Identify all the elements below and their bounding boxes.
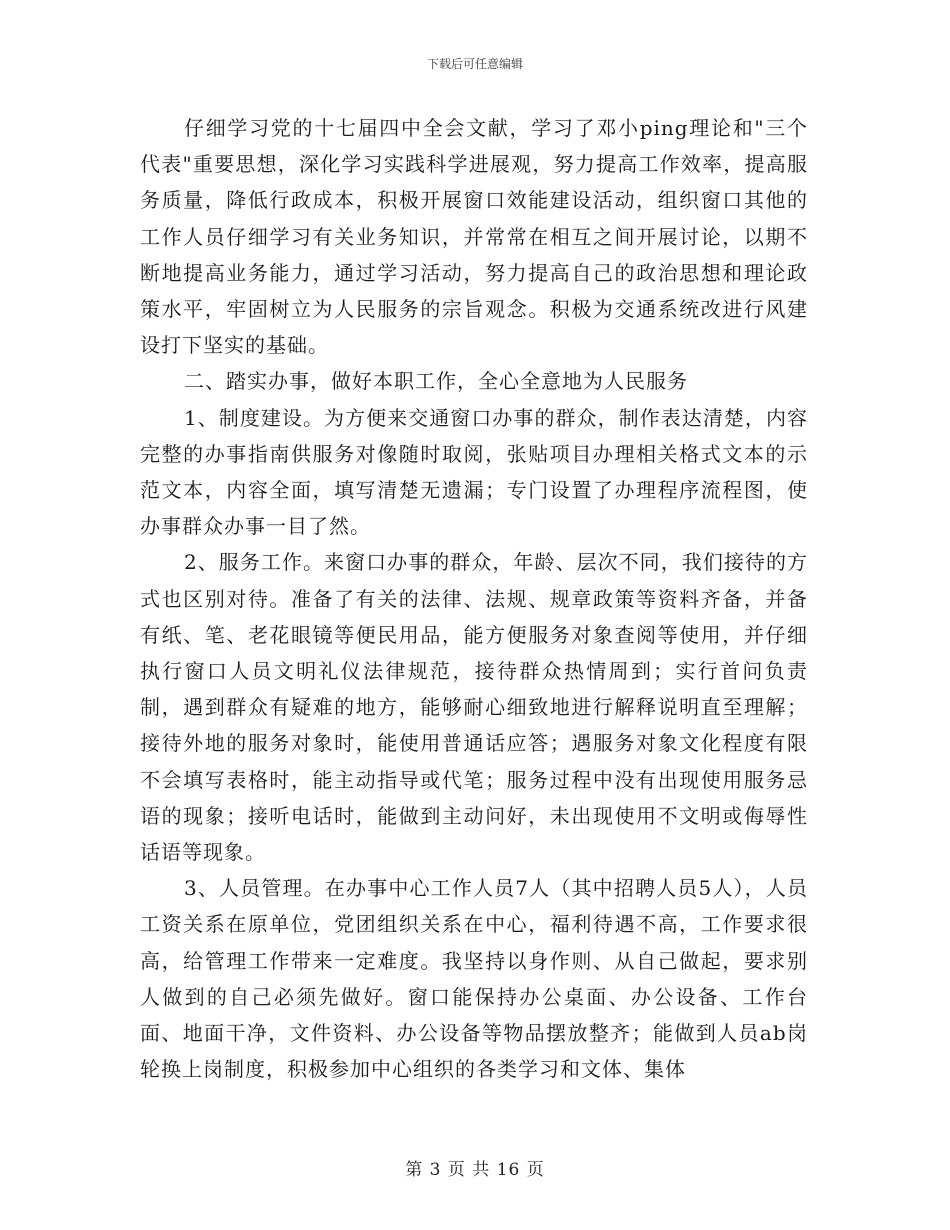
page-header: 下载后可任意编辑	[426, 57, 523, 71]
paragraph-study: 仔细学习党的十七届四中全会文献，学习了邓小ping理论和"三个代表"重要思想，深化学习实践科学进展观，努力提高工作效率，提高服务质量，降低行政成本，积极开展窗口效能建设活动，组织窗口其他的工作人员仔细学习有关业务知识，并常常在相互之间开展讨论，以期不断地提高业务能力，通过学习活动，努力提高自己的政治思想和理论政策水平，牢固树立为人民服务的宗旨观念。积极为交通系统改进行风建设打下坚实的基础。	[140, 116, 808, 358]
paragraph-system-building: 1、制度建设。为方便来交通窗口办事的群众，制作表达清楚，内容完整的办事指南供服务对像随时取阅，张贴项目办理相关格式文本的示范文本，内容全面，填写清楚无遗漏；专门设置了办理程序流程图，使办事群众办事一目了然。	[140, 405, 808, 539]
paragraph-staff-management: 3、人员管理。在办事中心工作人员7人（其中招聘人员5人），人员工资关系在原单位，党团组织关系在中心，福利待遇不高，工作要求很高，给管理工作带来一定难度。我坚持以身作则、从自己做起，要求别人做到的自己必须先做好。窗口能保持办公桌面、办公设备、工作台面、地面干净，文件资料、办公设备等物品摆放整齐；能做到人员ab岗轮换上岗制度，积极参加中心组织的各类学习和文体、集体	[140, 876, 808, 1082]
section-heading-2: 二、踏实办事，做好本职工作，全心全意地为人民服务	[184, 369, 688, 394]
page-footer: 第 3 页 共 16 页	[405, 1160, 545, 1180]
document-body	[140, 110, 808, 1087]
paragraph-service-work: 2、服务工作。来窗口办事的群众，年龄、层次不同，我们接待的方式也区别对待。准备了有关的法律、法规、规章政策等资料齐备，并备有纸、笔、老花眼镜等便民用品，能方便服务对象查阅等使用，并仔细执行窗口人员文明礼仪法律规范，接待群众热情周到；实行首问负责制，遇到群众有疑难的地方，能够耐心细致地进行解释说明直至理解；接待外地的服务对象时，能使用普通话应答；遇服务对象文化程度有限不会填写表格时，能主动指导或代笔；服务过程中没有出现使用服务忌语的现象；接听电话时，能做到主动问好，未出现使用不文明或侮辱性话语等现象。	[140, 550, 808, 865]
